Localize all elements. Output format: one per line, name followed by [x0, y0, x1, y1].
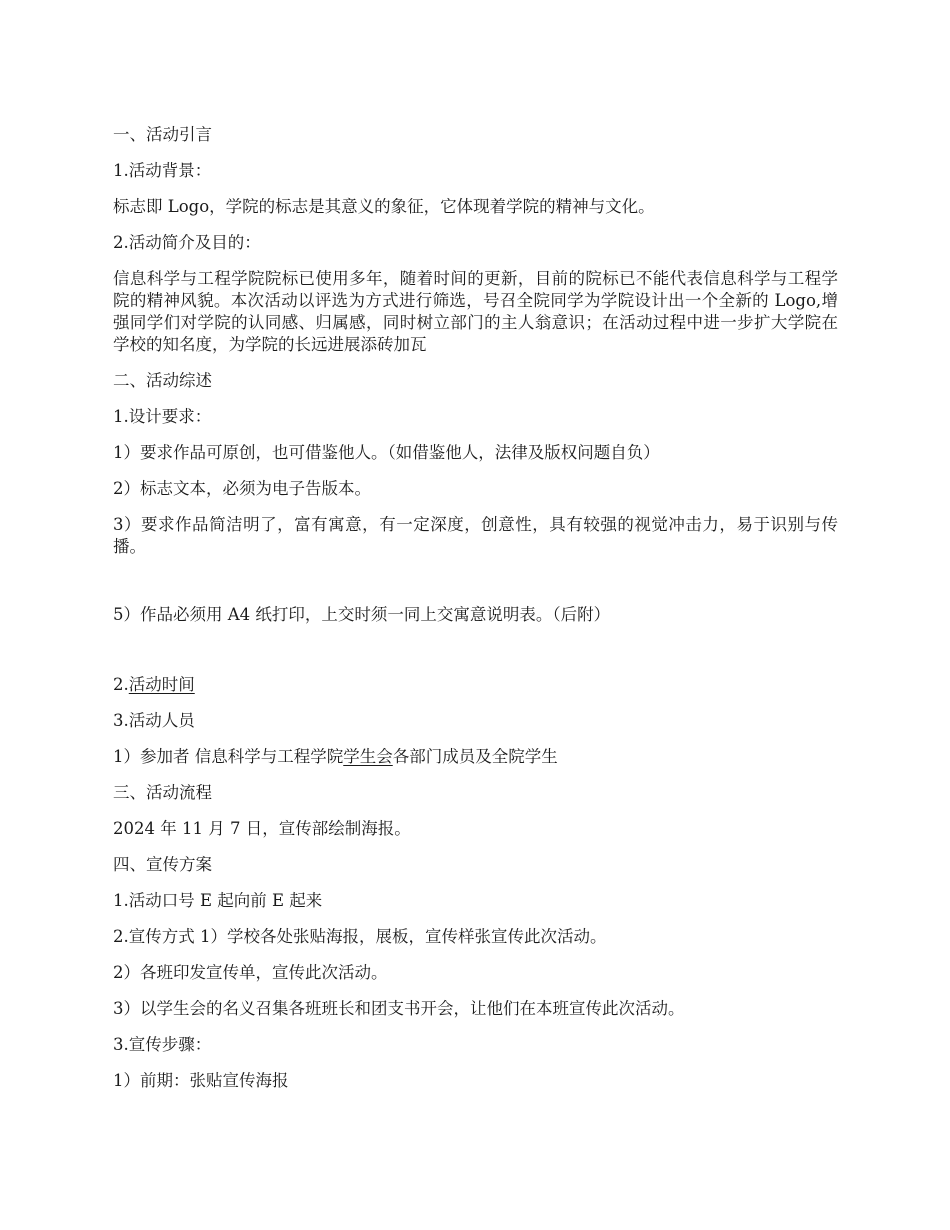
activity-time-link[interactable]: 活动时间 [128, 675, 195, 694]
section-heading-flow: 三、活动流程 [113, 783, 212, 802]
requirement-5: 5）作品必须用 A4 纸打印，上交时须一同上交寓意说明表。（后附） [113, 605, 611, 624]
design-requirements-title: 1.设计要求： [113, 407, 212, 426]
flow-item-1: 2024 年 11 月 7 日，宣传部绘制海报。 [113, 819, 411, 838]
promotion-method-1: 2.宣传方式 1）学校各处张贴海报，展板，宣传样张宣传此次活动。 [113, 927, 607, 946]
requirement-1: 1）要求作品可原创，也可借鉴他人。（如借鉴他人，法律及版权问题自负） [113, 443, 660, 462]
participants-prefix: 1）参加者 信息科学与工程学院 [113, 747, 344, 766]
requirement-2: 2）标志文本，必须为电子告版本。 [113, 479, 371, 498]
section-heading-intro: 一、活动引言 [113, 125, 212, 144]
activity-people-title: 3.活动人员 [113, 711, 195, 730]
background-title: 1.活动背景： [113, 161, 212, 180]
promotion-method-3: 3）以学生会的名义召集各班班长和团支书开会，让他们在本班宣传此次活动。 [113, 999, 685, 1018]
intro-purpose-title: 2.活动简介及目的： [113, 233, 261, 252]
activity-participants [113, 746, 838, 768]
promotion-method-2: 2）各班印发宣传单，宣传此次活动。 [113, 963, 388, 982]
promotion-steps-title: 3.宣传步骤： [113, 1035, 212, 1054]
background-text: 标志即 Logo，学院的标志是其意义的象征，它体现着学院的精神与文化。 [113, 197, 655, 216]
document-body [113, 124, 838, 1106]
activity-time [113, 674, 838, 696]
requirement-3: 3）要求作品简洁明了，富有寓意，有一定深度，创意性，具有较强的视觉冲击力，易于识别与传播。 [113, 515, 838, 556]
section-heading-promotion: 四、宣传方案 [113, 855, 212, 874]
activity-time-number: 2. [113, 675, 129, 694]
activity-slogan: 1.活动口号 E 起向前 E 起来 [113, 891, 323, 910]
student-union-link[interactable]: 学生会 [343, 747, 393, 766]
intro-purpose-text: 信息科学与工程学院院标已使用多年，随着时间的更新，目前的院标已不能代表信息科学与工程学院的精神风貌。本次活动以评选为方式进行筛选，号召全院同学为学院设计出一个全新的 Logo,增强同学们对学院的认同感、归属感，同时树立部门的主人翁意识；在活动过程中进一步扩大学院在学校的知名度，为学院的长远进展添砖加瓦 [113, 269, 838, 354]
participants-suffix: 各部门成员及全院学生 [392, 747, 558, 766]
promotion-step-1: 1）前期：张贴宣传海报 [113, 1071, 289, 1090]
section-heading-overview: 二、活动综述 [113, 371, 212, 390]
